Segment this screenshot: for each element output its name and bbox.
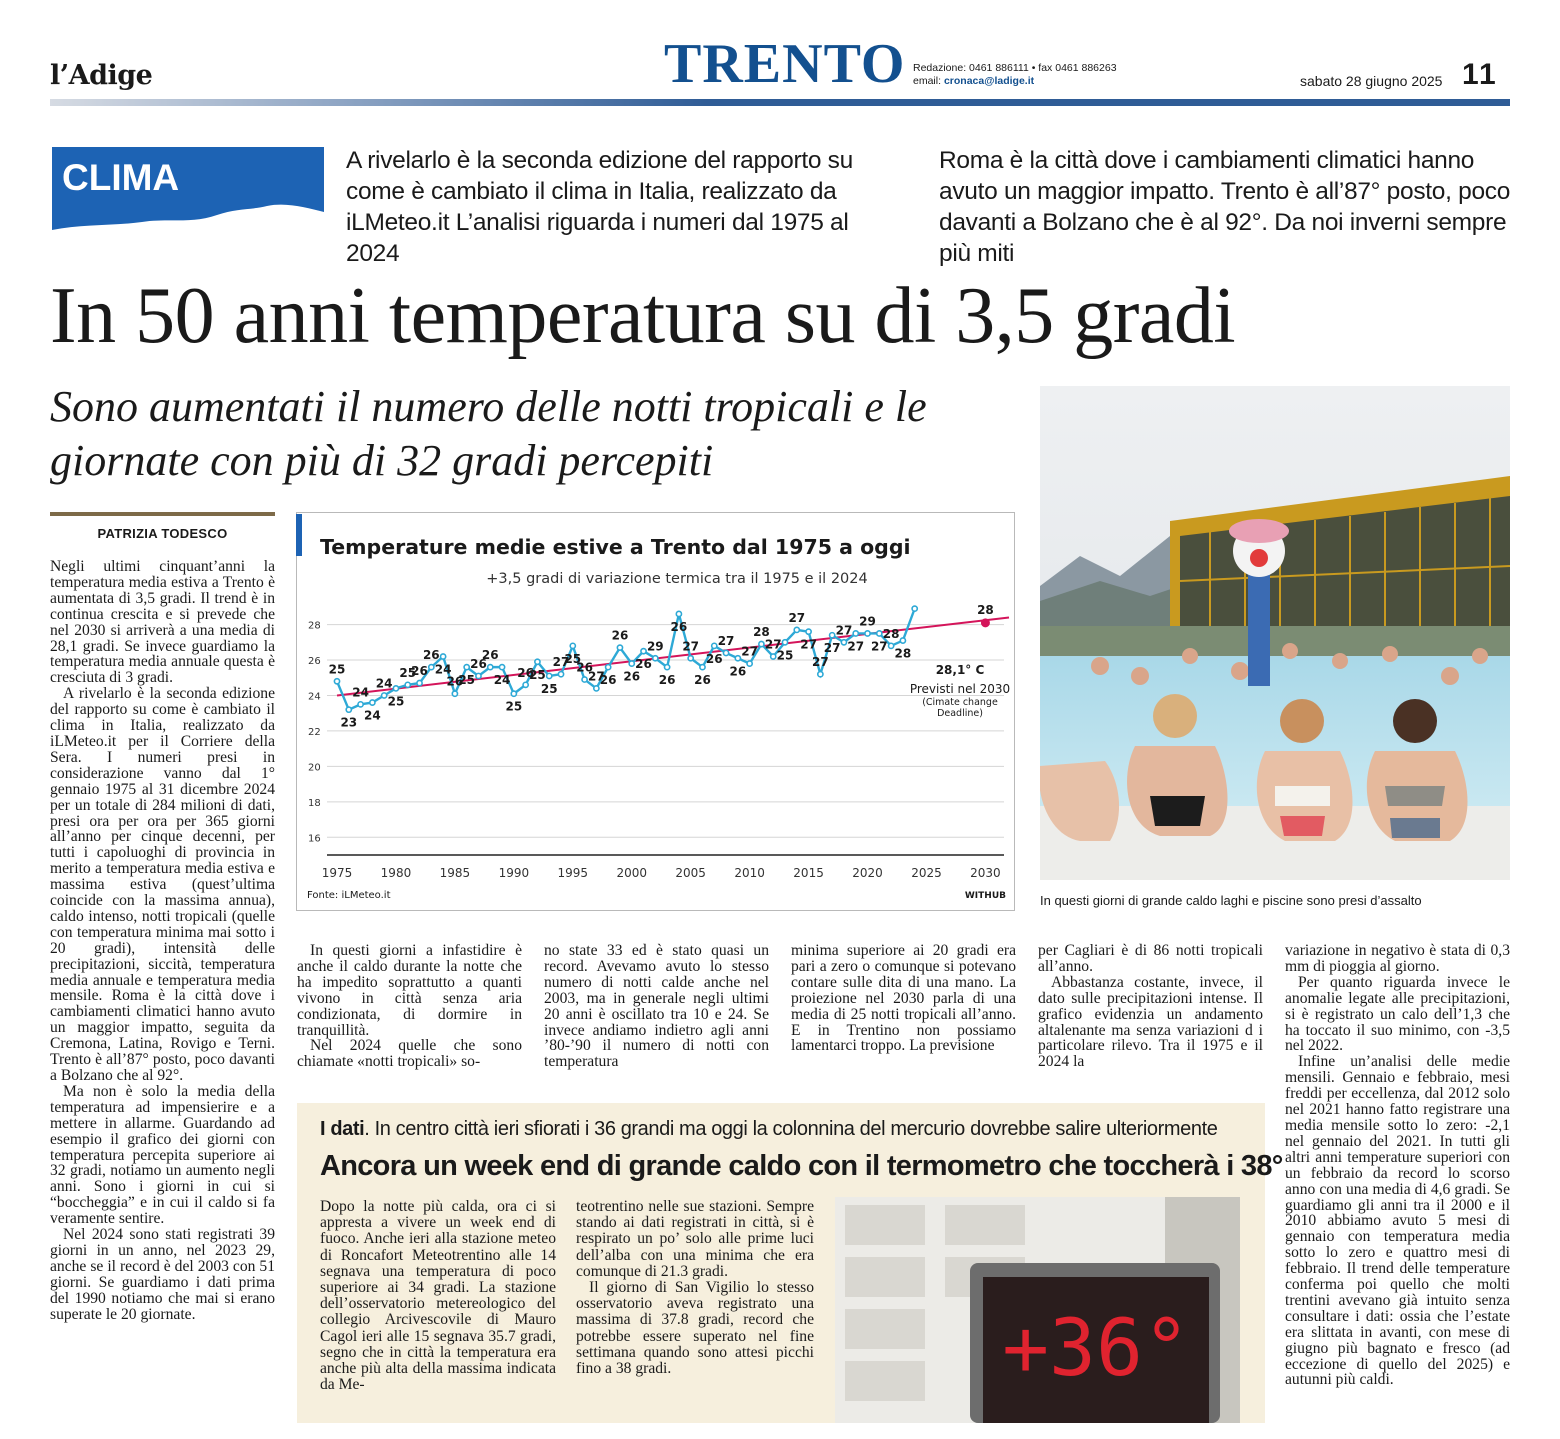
chart-point <box>441 654 446 659</box>
chart-point <box>358 702 363 707</box>
article-column-6 <box>1285 943 1510 1388</box>
chart-data-label: 26 <box>470 656 487 671</box>
chart-point <box>735 656 740 661</box>
chart-point <box>665 665 670 670</box>
topic-label: CLIMA <box>62 157 180 198</box>
chart-subtitle: +3,5 gradi di variazione termica tra il 1975 e il 2024 <box>486 571 868 587</box>
chart-data-label: 26 <box>635 657 652 672</box>
chart-annotation-value: 28,1° C <box>935 663 985 677</box>
section-title: TRENTO <box>664 33 906 95</box>
chart-data-label: 26 <box>611 628 629 643</box>
chart-data-label: 25 <box>387 694 405 709</box>
chart-x-tick-label: 2015 <box>793 866 824 880</box>
chart-data-label: 27 <box>870 639 888 654</box>
chart-data-label: 26 <box>670 619 688 634</box>
chart-point <box>523 682 528 687</box>
pool-photo-illustration <box>1040 386 1510 880</box>
chart-x-tick-label: 1990 <box>498 866 530 880</box>
chart-data-label: 26 <box>422 648 440 663</box>
chart-data-label: 26 <box>446 674 464 689</box>
chart-data-labels <box>329 611 912 730</box>
chart-data-label: 27 <box>823 641 841 656</box>
chart-data-label: 27 <box>812 655 829 670</box>
chart-point <box>511 691 516 696</box>
chart-annotation-line2: (Cimate change <box>922 697 998 708</box>
pool-photo <box>1040 386 1510 880</box>
chart-point <box>747 661 752 666</box>
chart-data-label: 23 <box>340 715 358 730</box>
chart-point <box>865 631 870 636</box>
snow-mountains-graphic <box>52 200 324 240</box>
chart-point <box>346 707 351 712</box>
box-column-2 <box>576 1199 814 1377</box>
paragraph: Il giorno di San Vigilio lo stesso osservatorio aveva registrato una massima di 37.8 gradi, record che potrebbe essere superato nel fine settimana quando sono attesi picchi fino a 38 gradi. <box>576 1279 814 1378</box>
chart-point <box>889 643 894 648</box>
chart-point <box>488 665 493 670</box>
photo-caption: In questi giorni di grande caldo laghi e piscine sono presi d’assalto <box>1040 893 1422 908</box>
chart-point <box>830 633 835 638</box>
chart-data-label: 27 <box>764 637 782 652</box>
chart-point <box>641 649 646 654</box>
chart-data-label: 26 <box>623 669 641 684</box>
contacts <box>913 62 1117 88</box>
paragraph: teotrentino nelle sue stazioni. Sempre stando ai dati registrati in città, si è respirato un po’ solo alle prime luci dell’alba con una minima che era comunque di 21.3 gradi. <box>576 1198 814 1280</box>
contacts-email-row <box>913 75 1117 88</box>
article-column-2 <box>297 943 522 1070</box>
byline-rule <box>50 512 275 516</box>
chart-point <box>382 693 387 698</box>
chart-point <box>841 640 846 645</box>
chart-forecast-point <box>981 618 990 627</box>
box-column-1 <box>320 1199 556 1393</box>
chart-point <box>759 641 764 646</box>
paragraph: Abbastanza costante, invece, il dato sulle precipitazioni intense. Il grafico evidenzia un andamento altalenante ma senza variazioni d i particolare rilevo. Tra il 1975 e il 2024 la <box>1038 973 1263 1071</box>
chart-data-label: 26 <box>705 651 723 666</box>
chart-point <box>782 640 787 645</box>
chart-data-label: 25 <box>564 651 582 666</box>
chart-data-label: 27 <box>588 669 605 684</box>
chart-point <box>653 656 658 661</box>
chart-point <box>629 661 634 666</box>
contacts-email-link[interactable]: cronaca@ladige.it <box>943 75 1035 87</box>
chart-data-label: 25 <box>776 648 794 663</box>
chart-y-tick-label: 18 <box>308 797 321 809</box>
chart-data-label: 28 <box>753 625 770 640</box>
paragraph: Ma non è solo la media della temperatura ad impensierire e a mettere in allarme. Guardando ad esempio il grafico dei giorni con temperatura percepita superiore ai 32 gradi, notiamo un aumento negli anni. Sono i giorni in cui si “boccheggia” e in cui il caldo si fa veramente sentire. <box>50 1082 275 1228</box>
chart-x-tick-label: 1995 <box>557 866 589 880</box>
chart-annotation-line3: Deadline) <box>937 708 983 719</box>
chart-data-label: 27 <box>552 655 570 670</box>
chart-y-tick-label: 16 <box>308 833 321 845</box>
chart-point <box>700 665 705 670</box>
issue-date: sabato 28 giugno 2025 <box>1300 73 1443 89</box>
chart-data-label: 29 <box>859 614 876 629</box>
contacts-email-label: email: <box>913 75 942 87</box>
chart-data-label: 27 <box>835 623 853 638</box>
chart-point <box>853 631 858 636</box>
chart-point <box>476 673 481 678</box>
box-kicker-label: I dati <box>320 1118 365 1140</box>
paragraph: Infine un’analisi delle medie mensili. Gennaio e febbraio, mesi freddi per eccellenza, dal 2012 solo nel 2021 hanno fatto registrare una media mensile sotto lo zero: -2,1 nel gennaio del 2021. In tutti gli altri anni temperature superiori con un febbraio da record lo scorso anno con una media di 4,6 gradi. Se guardiamo gli anni tra il 2000 e il 2010 abbiamo avuto 5 mesi di gennaio con temperatura media sotto lo zero e quattro mesi di febbraio. Il trend delle temperature conferma poi quello che molti trentini avevano già intuito senza consultare i dati: ossia che l’estate era slittata in avanti, con mese di giugno più bagnato e fresco (ad eccezione di quello del 2025) e autunni più caldi. <box>1285 1053 1510 1389</box>
chart-x-tick-label: 2010 <box>734 866 765 880</box>
chart-data-label: 28 <box>894 646 912 661</box>
chart-point <box>370 700 375 705</box>
chart-point <box>606 665 611 670</box>
chart-forecast-label: 28 <box>977 602 994 617</box>
paragraph: minima superiore ai 20 gradi era pari a zero o comunque si potevano contare sulle dita di una mano. La proiezione nel 2030 parla di una media di 25 notti tropicali all’anno. E in Trentino non possiamo lamentarci troppo. La previsione <box>791 942 1016 1055</box>
chart-annotation-line1: Previsti nel 2030 <box>909 682 1011 696</box>
article-column-3 <box>544 943 769 1070</box>
chart-data-label: 27 <box>788 610 806 625</box>
thermometer-photo <box>835 1197 1240 1423</box>
chart-data-label: 24 <box>493 673 511 688</box>
page-number: 11 <box>1462 58 1498 91</box>
chart-point <box>535 659 540 664</box>
chart-data-label: 25 <box>458 673 476 688</box>
chart-point <box>499 665 504 670</box>
article-column-4 <box>791 943 1016 1054</box>
chart-data-label: 27 <box>717 633 735 648</box>
chart-data-label: 25 <box>505 699 523 714</box>
chart-x-tick-label: 2020 <box>852 866 883 880</box>
chart-point <box>676 611 681 616</box>
chart-title: Temperature medie estive a Trento dal 1975 a oggi <box>320 535 911 559</box>
temperature-chart <box>297 513 1014 910</box>
chart-point <box>570 643 575 648</box>
chart-point <box>806 629 811 634</box>
chart-point <box>877 631 882 636</box>
chart-data-label: 28 <box>882 626 900 641</box>
chart-point <box>334 679 339 684</box>
chart-accent-bar <box>296 514 302 556</box>
chart-data-label: 27 <box>741 644 758 659</box>
chart-credit: WITHUB <box>964 891 1006 901</box>
chart-x-tick-label: 2025 <box>911 866 942 880</box>
chart-point <box>688 656 693 661</box>
chart-data-label: 29 <box>646 639 664 654</box>
box-kicker-text: . In centro città ieri sfiorati i 36 grandi ma oggi la colonnina del mercurio dovrebbe salire ulteriormente <box>364 1118 1218 1140</box>
chart-data-label: 24 <box>434 662 452 677</box>
kicker-right: Roma è la città dove i cambiamenti climatici hanno avuto un maggior impatto. Trento è all’87° posto, poco davanti a Bolzano che è al 92°. Da noi inverni sempre più miti <box>939 147 1511 267</box>
contacts-phone: Redazione: 0461 886111 • fax 0461 886263 <box>913 62 1117 74</box>
chart-point <box>393 686 398 691</box>
chart-y-tick-label: 22 <box>308 726 321 738</box>
article-column-5 <box>1038 943 1263 1070</box>
chart-point <box>900 638 905 643</box>
chart-data-label: 26 <box>517 665 534 680</box>
paragraph: variazione in negativo è stata di 0,3 mm di pioggia al giorno. <box>1285 942 1510 975</box>
chart-point <box>452 691 457 696</box>
chart-point <box>558 672 563 677</box>
chart-point <box>712 643 717 648</box>
chart-x-tick-label: 2030 <box>970 866 1001 880</box>
paragraph: In questi giorni a infastidire è anche il caldo durante la notte che ha impedito soprattutto a quanti vivono in città senza aria condizionata, di dormire in tranquillità. <box>297 942 522 1039</box>
chart-points <box>334 606 917 712</box>
chart-point <box>582 677 587 682</box>
headline: In 50 anni temperatura su di 3,5 gradi <box>50 272 1236 360</box>
chart-data-label: 26 <box>658 673 676 688</box>
thermometer-reading: +36° <box>1002 1304 1190 1394</box>
box-title: Ancora un week end di grande caldo con il termometro che toccherà i 38° <box>320 1150 1283 1182</box>
subheadline: Sono aumentati il numero delle notti tropicali e le giornate con più di 32 gradi percepiti <box>50 382 927 485</box>
box-kicker <box>320 1118 1218 1141</box>
chart-point <box>464 665 469 670</box>
chart-data-label: 25 <box>529 667 546 682</box>
paragraph: Per quanto riguarda invece le anomalie legate alle precipitazioni, si è registrato un calo dell’1,3 che ha toccato il suo minimo, con -3,5 nel 2022. <box>1285 973 1510 1055</box>
chart-point <box>405 682 410 687</box>
paragraph: per Cagliari è di 86 notti tropicali all’anno. <box>1038 942 1263 975</box>
chart-data-label: 24 <box>375 676 393 691</box>
chart-point <box>429 665 434 670</box>
paragraph: Nel 2024 sono stati registrati 39 giorni in un anno, nel 2023 29, anche se il record è del 2003 con 51 giorni. Se guardiamo i dati prima del 1990 notiamo che mai si erano superate le 20 giornate. <box>50 1226 275 1323</box>
chart-y-tick-label: 28 <box>308 620 321 632</box>
chart-x-ticks <box>322 866 1001 880</box>
chart-y-tick-label: 20 <box>308 762 321 774</box>
chart-y-tick-label: 26 <box>308 656 321 668</box>
chart-y-ticks <box>308 621 321 845</box>
chart-data-label: 25 <box>399 665 417 680</box>
chart-x-tick-label: 2005 <box>675 866 706 880</box>
chart-data-label: 27 <box>800 637 817 652</box>
chart-data-label: 26 <box>599 673 617 688</box>
chart-point <box>794 627 799 632</box>
chart-source: Fonte: iLMeteo.it <box>307 890 391 901</box>
paragraph: no state 33 ed è stato quasi un record. Avevamo avuto lo stesso numero di notti calde anche nel 2003, ma in generale negli ultimi 20 anni è oscillato tra 10 e 24. Se invece andiamo indietro agli anni ’80-’90 il numero di notti con temperatura <box>544 942 769 1071</box>
chart-data-label: 24 <box>364 708 381 723</box>
byline: PATRIZIA TODESCO <box>97 526 228 541</box>
chart-point <box>771 654 776 659</box>
chart-point <box>417 680 422 685</box>
chart-x-tick-label: 1975 <box>321 866 353 880</box>
paragraph: Dopo la notte più calda, ora ci si appresta a vivere un week end di fuoco. Anche ieri alla stazione meteo di Roncafort Meteotrentino alle 14 segnava una temperatura di poco superiore ai 34 gradi. La stazione dell’osservatorio metereologico del collegio Arcivescovile di Mauro Cagol ieri alle 15 segnava 35.7 gradi, segno che in città la temperatura era anche più alta della massima indicata da Me- <box>320 1198 556 1394</box>
chart-point <box>547 673 552 678</box>
paragraph: Negli ultimi cinquant’anni la temperatura media estiva a Trento è aumentata di 3,5 gradi. Il trend è in continua crescita e si prevede che nel 2030 si arriverà a una media di 28,1 gradi. Se invece guardiamo la temperatura media annuale questa è cresciuta di 3 gradi. <box>50 558 275 687</box>
chart-data-label: 27 <box>682 639 700 654</box>
chart-point <box>818 672 823 677</box>
chart-y-tick-label: 24 <box>308 691 321 703</box>
kicker-left: A rivelarlo è la seconda edizione del rapporto su come è cambiato il clima in Italia, realizzato da iLMeteo.it L’analisi riguarda i numeri dal 1975 al 2024 <box>346 147 853 267</box>
chart-data-label: 25 <box>540 681 558 696</box>
chart-point <box>912 606 917 611</box>
chart-data-label: 25 <box>328 662 346 677</box>
topic-label-box <box>52 147 324 240</box>
chart-data-label: 26 <box>576 660 593 675</box>
chart-data-label: 26 <box>481 648 499 663</box>
chart-data-label: 24 <box>352 685 369 700</box>
header-rule <box>50 99 1510 106</box>
chart-point <box>617 645 622 650</box>
chart-x-tick-label: 1985 <box>439 866 471 880</box>
chart-data-label: 26 <box>694 673 711 688</box>
chart-x-tick-label: 1980 <box>380 866 412 880</box>
chart-x-tick-label: 2000 <box>616 866 648 880</box>
chart-data-label: 27 <box>847 639 865 654</box>
paragraph: A rivelarlo è la seconda edizione del rapporto su come è cambiato il clima in Italia, realizzato da iLMeteo.it per il Corriere della Sera. I numeri presi in considerazione vanno dal 1° gennaio 1975 al 31 dicembre 2024 per un totale di 284 milioni di dati, presi ora per ora per 365 giorni all’anno per cinque decenni, per tutti i capoluoghi di provincia in merito a temperatura media estiva e massima estiva (quest’ultima coincide con la massima annua), caldo intenso, notti tropicali (quelle con temperatura minima mai sotto i 20 gradi), intensità delle precipitazioni, siccità, temperatura media annuale e temperatura media mensile. Roma è la città dove i cambiamenti climatici hanno avuto un maggior impatto, seguita da Cremona, Latina, Rovigo e Terni. Trento è all’87° posto, poco davanti a Bolzano che al 92°. <box>50 685 275 1084</box>
newspaper-logo: l’Adige <box>50 60 153 91</box>
thermometer-illustration <box>835 1197 1240 1423</box>
paragraph: Nel 2024 quelle che sono chiamate «notti tropicali» so- <box>297 1037 522 1071</box>
chart-data-label: 26 <box>729 664 747 679</box>
chart-point <box>594 686 599 691</box>
article-column-1 <box>50 559 275 1323</box>
chart-data-label: 26 <box>411 664 428 679</box>
chart-point <box>723 650 728 655</box>
chart-frame <box>296 512 1015 911</box>
